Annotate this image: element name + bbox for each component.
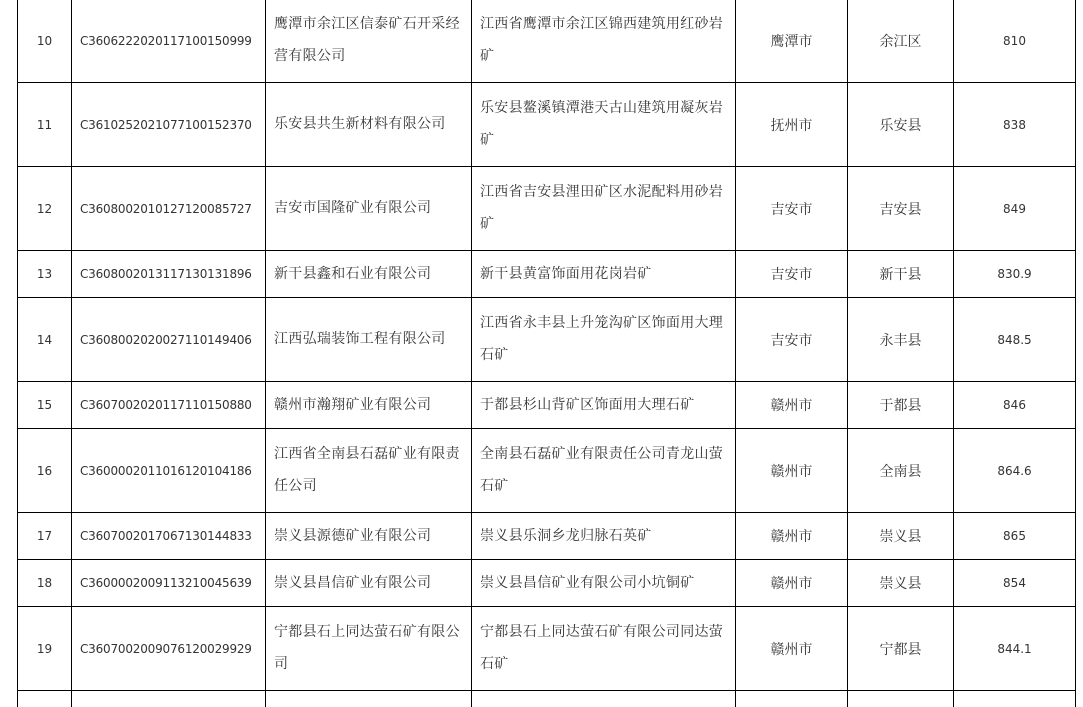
company-name: 新干县鑫和石业有限公司 <box>266 251 472 298</box>
mine-name: 新干县黄富饰面用花岗岩矿 <box>472 251 736 298</box>
mine-name: 江西省吉安县浬田矿区水泥配料用砂岩矿 <box>472 167 736 251</box>
county-name: 崇义县 <box>848 560 954 607</box>
mine-name: 江西省永丰县上升笼沟矿区饰面用大理石矿 <box>472 298 736 382</box>
county-name: 新干县 <box>848 251 954 298</box>
row-number: 10 <box>18 0 72 83</box>
company-name: 崇义县昌信矿业有限公司 <box>266 560 472 607</box>
mine-name: 宁都县石上同达萤石矿有限公司同达萤石矿 <box>472 607 736 691</box>
mine-name: 全南县石磊矿业有限责任公司青龙山萤石矿 <box>472 429 736 513</box>
table-row <box>18 560 1076 607</box>
table-row <box>18 429 1076 513</box>
company-name: 崇义县源德矿业有限公司 <box>266 513 472 560</box>
value-cell: 846 <box>954 382 1076 429</box>
county-name: 吉安县 <box>848 167 954 251</box>
city-name: 抚州市 <box>736 83 848 167</box>
company-name: 乐安县共生新材料有限公司 <box>266 83 472 167</box>
mine-name: 崇义县昌信矿业有限公司小坑铜矿 <box>472 560 736 607</box>
value-cell: 844.1 <box>954 607 1076 691</box>
license-code: C3610252021077100152370 <box>72 83 266 167</box>
company-name: 赣州市瀚翔矿业有限公司 <box>266 382 472 429</box>
row-number: 18 <box>18 560 72 607</box>
mine-name: 崇义县乐洞乡龙归脉石英矿 <box>472 513 736 560</box>
mine-name: 于都县杉山背矿区饰面用大理石矿 <box>472 382 736 429</box>
city-name: 赣州市 <box>736 429 848 513</box>
county-name: 永丰县 <box>848 298 954 382</box>
value-cell <box>954 691 1076 707</box>
county-name: 余江区 <box>848 0 954 83</box>
license-code: C3607002020117110150880 <box>72 382 266 429</box>
value-cell: 854 <box>954 560 1076 607</box>
company-name: 江西弘瑞装饰工程有限公司 <box>266 298 472 382</box>
county-name: 崇义县 <box>848 513 954 560</box>
city-name: 吉安市 <box>736 167 848 251</box>
license-code: C3606222020117100150999 <box>72 0 266 83</box>
value-cell: 838 <box>954 83 1076 167</box>
city-name: 吉安市 <box>736 298 848 382</box>
license-code: C3608002020027110149406 <box>72 298 266 382</box>
city-name: 赣州市 <box>736 560 848 607</box>
value-cell: 810 <box>954 0 1076 83</box>
row-number: 17 <box>18 513 72 560</box>
company-name <box>266 691 472 707</box>
row-number: 16 <box>18 429 72 513</box>
company-name: 江西省全南县石磊矿业有限责任公司 <box>266 429 472 513</box>
table-row <box>18 0 1076 83</box>
license-code: C3608002013117130131896 <box>72 251 266 298</box>
license-code: C3607002009076120029929 <box>72 607 266 691</box>
county-name <box>848 691 954 707</box>
license-code: C3600002011016120104186 <box>72 429 266 513</box>
company-name: 鹰潭市余江区信泰矿石开采经营有限公司 <box>266 0 472 83</box>
license-code: C3608002010127120085727 <box>72 167 266 251</box>
table-row <box>18 298 1076 382</box>
company-name: 吉安市国隆矿业有限公司 <box>266 167 472 251</box>
row-number: 14 <box>18 298 72 382</box>
row-number: 11 <box>18 83 72 167</box>
mining-rights-table <box>17 0 1076 707</box>
table-row <box>18 251 1076 298</box>
table-body <box>18 0 1076 707</box>
license-code: C3607002017067130144833 <box>72 513 266 560</box>
table-row <box>18 83 1076 167</box>
table-row <box>18 607 1076 691</box>
value-cell: 848.5 <box>954 298 1076 382</box>
value-cell: 864.6 <box>954 429 1076 513</box>
county-name: 宁都县 <box>848 607 954 691</box>
value-cell: 849 <box>954 167 1076 251</box>
city-name: 鹰潭市 <box>736 0 848 83</box>
mine-name: 江西省鹰潭市余江区锦西建筑用红砂岩矿 <box>472 0 736 83</box>
value-cell: 865 <box>954 513 1076 560</box>
table-row <box>18 513 1076 560</box>
license-code: C3600002009113210045639 <box>72 560 266 607</box>
city-name <box>736 691 848 707</box>
city-name: 赣州市 <box>736 607 848 691</box>
company-name: 宁都县石上同达萤石矿有限公司 <box>266 607 472 691</box>
value-cell: 830.9 <box>954 251 1076 298</box>
table-row <box>18 691 1076 707</box>
county-name: 乐安县 <box>848 83 954 167</box>
county-name: 于都县 <box>848 382 954 429</box>
mine-name: 乐安县鳌溪镇潭港天古山建筑用凝灰岩矿 <box>472 83 736 167</box>
row-number: 13 <box>18 251 72 298</box>
row-number <box>18 691 72 707</box>
city-name: 赣州市 <box>736 382 848 429</box>
table-row <box>18 167 1076 251</box>
table-row <box>18 382 1076 429</box>
row-number: 19 <box>18 607 72 691</box>
row-number: 15 <box>18 382 72 429</box>
city-name: 吉安市 <box>736 251 848 298</box>
license-code <box>72 691 266 707</box>
row-number: 12 <box>18 167 72 251</box>
county-name: 全南县 <box>848 429 954 513</box>
city-name: 赣州市 <box>736 513 848 560</box>
mine-name <box>472 691 736 707</box>
